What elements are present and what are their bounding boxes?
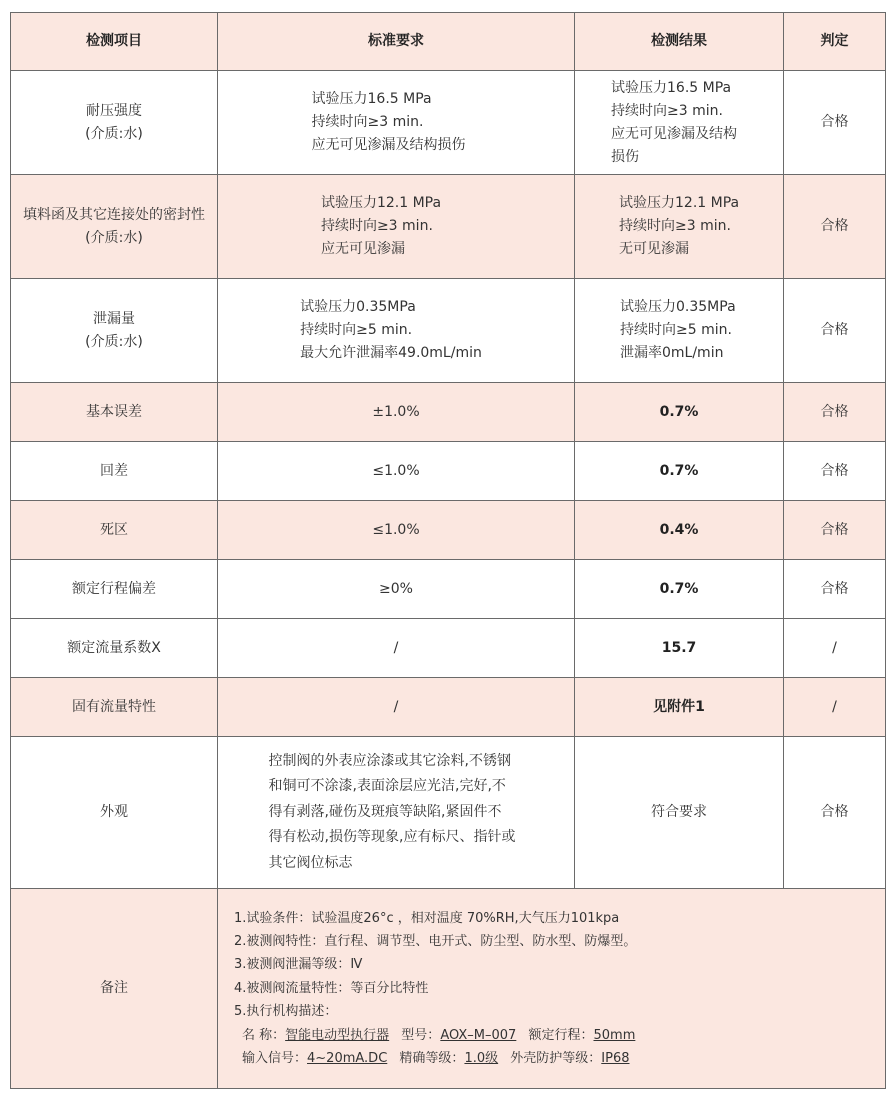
standard-cell: 试验压力12.1 MPa 持续时向≥3 min. 应无可见渗漏: [218, 175, 575, 279]
remark-line: 2.被测阀特性：直行程、调节型、电开式、防尘型、防水型、防爆型。: [234, 933, 637, 949]
header-standard: 标准要求: [218, 13, 575, 71]
item-cell: 耐压强度 (介质:水): [11, 71, 218, 175]
remark-line: 3.被测阀泄漏等级：Ⅳ: [234, 957, 363, 973]
verdict-cell: 合格: [784, 279, 886, 383]
verdict-cell: 合格: [784, 71, 886, 175]
remarks-content: [218, 889, 886, 1089]
item-cell: 死区: [11, 501, 218, 560]
header-verdict: 判定: [784, 13, 886, 71]
item-cell: 额定流量系数X: [11, 619, 218, 678]
table-row: [11, 678, 886, 737]
verdict-cell: 合格: [784, 737, 886, 889]
actuator-line-2: 输入信号：4~20mA.DC 精确等级：1.0级 外壳防护等级：IP68: [242, 1051, 630, 1067]
header-result: 检测结果: [575, 13, 784, 71]
result-cell: 0.7%: [575, 560, 784, 619]
actuator-line-1: 名 称：智能电动型执行器 型号：AOX–M–007 额定行程：50mm: [242, 1027, 636, 1043]
standard-cell: ≥0%: [218, 560, 575, 619]
standard-cell: ≤1.0%: [218, 442, 575, 501]
table-row: [11, 737, 886, 889]
standard-cell: /: [218, 619, 575, 678]
result-cell: 试验压力12.1 MPa 持续时向≥3 min. 无可见渗漏: [575, 175, 784, 279]
result-cell: 0.7%: [575, 442, 784, 501]
standard-cell: ≤1.0%: [218, 501, 575, 560]
table-row: [11, 560, 886, 619]
table-header-row: [11, 13, 886, 71]
verdict-cell: /: [784, 678, 886, 737]
item-cell: 外观: [11, 737, 218, 889]
standard-cell: 试验压力16.5 MPa 持续时向≥3 min. 应无可见渗漏及结构损伤: [218, 71, 575, 175]
verdict-cell: 合格: [784, 175, 886, 279]
table-row: [11, 71, 886, 175]
remark-line: 5.执行机构描述：: [234, 1004, 338, 1020]
standard-cell: /: [218, 678, 575, 737]
result-cell: 试验压力0.35MPa 持续时向≥5 min. 泄漏率0mL/min: [575, 279, 784, 383]
verdict-cell: 合格: [784, 383, 886, 442]
item-cell: 基本误差: [11, 383, 218, 442]
table-row: [11, 383, 886, 442]
item-cell: 泄漏量 (介质:水): [11, 279, 218, 383]
table-row: [11, 279, 886, 383]
result-cell: 符合要求: [575, 737, 784, 889]
remark-line: 1.试验条件：试验温度26°c ，相对温度 70%RH,大气压力101kpa: [234, 910, 620, 926]
verdict-cell: /: [784, 619, 886, 678]
result-cell: 见附件1: [575, 678, 784, 737]
item-cell: 填料函及其它连接处的密封性 (介质:水): [11, 175, 218, 279]
item-cell: 固有流量特性: [11, 678, 218, 737]
remarks-row: [11, 889, 886, 1089]
remarks-label: 备注: [11, 889, 218, 1089]
verdict-cell: 合格: [784, 560, 886, 619]
standard-cell: ±1.0%: [218, 383, 575, 442]
table-row: [11, 619, 886, 678]
result-cell: 试验压力16.5 MPa 持续时向≥3 min. 应无可见渗漏及结构 损伤: [575, 71, 784, 175]
remark-line: 4.被测阀流量特性：等百分比特性: [234, 980, 429, 996]
standard-cell: 控制阀的外表应涂漆或其它涂料,不锈钢 和铜可不涂漆,表面涂层应光洁,完好,不 得有剥落,碰伤及斑痕等缺陷,紧固件不 得有松动,损伤等现象,应有标尺、指针或 其它阀位标志: [218, 737, 575, 889]
result-cell: 0.7%: [575, 383, 784, 442]
table-row: [11, 501, 886, 560]
verdict-cell: 合格: [784, 501, 886, 560]
table-row: [11, 442, 886, 501]
item-cell: 回差: [11, 442, 218, 501]
table-row: [11, 175, 886, 279]
result-cell: 0.4%: [575, 501, 784, 560]
header-item: 检测项目: [11, 13, 218, 71]
verdict-cell: 合格: [784, 442, 886, 501]
inspection-table: [10, 12, 886, 1089]
item-cell: 额定行程偏差: [11, 560, 218, 619]
standard-cell: 试验压力0.35MPa 持续时向≥5 min. 最大允许泄漏率49.0mL/min: [218, 279, 575, 383]
result-cell: 15.7: [575, 619, 784, 678]
